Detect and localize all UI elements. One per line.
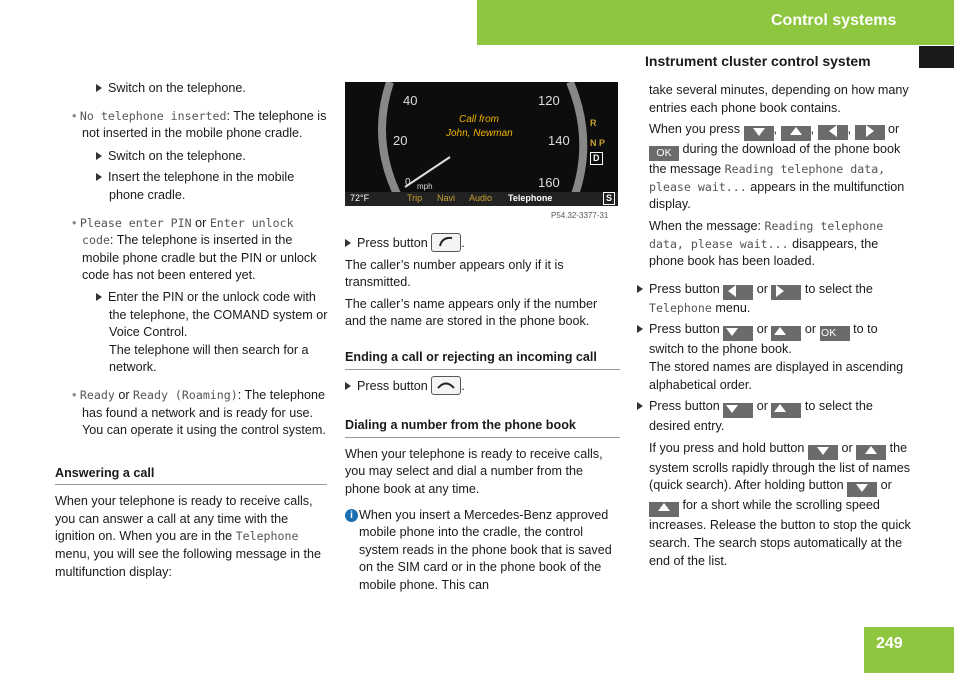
paragraph: When you press , , , or OK during the download of the phone book the message Reading telephone data, please wait... appears in the multifunction display. (649, 122, 905, 212)
paragraph: When your telephone is ready to receive calls, you may select and dial a number from the phone book at any time. (345, 446, 603, 496)
thumb-tab (919, 46, 954, 68)
step: Press button . (345, 233, 620, 253)
column-middle (345, 233, 620, 595)
gear-n: N (590, 138, 597, 148)
heading-ending-call: Ending a call or rejecting an incoming call (345, 349, 620, 370)
status-bullet: • Ready or Ready (Roaming): The telephone has found a network and is ready for use. You can operate it using the control system. (72, 387, 326, 438)
paragraph: If you press and hold button or the system scrolls rapidly through the list of names (quick search). After holding button or for a short while the scrolling speed increases. Release the button to stop the quick search. The search stops automatically at the end of the list. (649, 440, 911, 568)
menu-audio: Audio (469, 193, 493, 203)
info-icon: i (345, 509, 358, 522)
step: Enter the PIN or the unlock code with the telephone, the COMAND system or Voice Control. (96, 289, 330, 342)
gear-d: D (590, 152, 603, 165)
paragraph: take several minutes, depending on how many entries each phone book contains. (649, 83, 909, 115)
up-key-icon (856, 445, 886, 460)
temperature: 72°F (350, 193, 370, 203)
right-key-icon (771, 285, 801, 300)
column-left (55, 80, 330, 581)
menu-navi: Navi (437, 193, 456, 203)
section-header (477, 0, 954, 45)
step: Switch on the telephone. (96, 148, 330, 166)
display-graphic (345, 82, 618, 206)
step-note: The stored names are displayed in ascending alphabetical order. (649, 359, 904, 392)
answer-call-icon (431, 233, 461, 252)
up-key-icon (649, 502, 679, 517)
subsection-title: Instrument cluster control system (645, 53, 871, 69)
status-bullet: • No telephone inserted: The telephone is not inserted in the mobile phone cradle. (72, 108, 327, 141)
speed-unit: mph (417, 182, 433, 191)
instrument-display (345, 82, 618, 206)
speed-0: 0 (405, 177, 411, 188)
page-number-box (864, 627, 954, 673)
info-note: i When you insert a Mercedes-Benz approved mobile phone into the cradle, the control system reads in the phone book that is saved on the SIM card or in the phone book of the mobile phone. This can (345, 507, 620, 595)
left-key-icon (723, 285, 753, 300)
up-key-icon (781, 126, 811, 141)
figure-code: P54.32-3377-31 (551, 211, 609, 220)
down-key-icon (808, 445, 838, 460)
caller-name: John, Newman (446, 128, 513, 139)
down-key-icon (723, 326, 753, 341)
end-call-icon (431, 376, 461, 395)
s-key: S (603, 192, 615, 205)
speed-140: 140 (548, 133, 570, 148)
page-number: 249 (876, 635, 903, 652)
step: Press button . (345, 376, 620, 396)
right-key-icon (855, 125, 885, 140)
heading-dialing: Dialing a number from the phone book (345, 417, 620, 438)
heading-answering: Answering a call (55, 465, 327, 486)
paragraph: When your telephone is ready to receive calls, you can answer a call at any time with the ignition on. When you are in the Telephone menu, you will see the following message in the multifunction display: (55, 494, 322, 579)
step: Insert the telephone in the mobile phone cradle. (96, 169, 330, 204)
up-key-icon (771, 326, 801, 341)
left-key-icon (818, 125, 848, 140)
call-from-text: Call from (459, 114, 500, 125)
column-right (637, 82, 912, 570)
down-key-icon (744, 126, 774, 141)
menu-telephone: Telephone (508, 193, 553, 203)
speed-120: 120 (538, 93, 560, 108)
paragraph: The caller’s name appears only if the number and the name are stored in the phone book. (345, 296, 598, 329)
step: Press button or or OK to to switch to the phone book. (637, 321, 912, 359)
step: Press button or to select the desired entry. (637, 398, 912, 436)
speed-160: 160 (538, 175, 560, 190)
paragraph: The caller’s number appears only if it is transmitted. (345, 257, 564, 290)
up-key-icon (771, 403, 801, 418)
status-bullet: • Please enter PIN or Enter unlock code: The telephone is inserted in the mobile phone cradle but the PIN or unlock code has not been entered yet. (72, 215, 317, 283)
down-key-icon (847, 482, 877, 497)
ok-key-icon: OK (649, 146, 679, 161)
menu-trip: Trip (407, 193, 423, 203)
speed-40: 40 (403, 93, 418, 108)
ok-key-icon: OK (820, 326, 850, 341)
paragraph: When the message: Reading telephone data, please wait... disappears, the phone book has been loaded. (649, 218, 884, 269)
step-note: The telephone will then search for a network. (109, 342, 309, 375)
step: Press button or to select the Telephone menu. (637, 281, 912, 318)
step: Switch on the telephone. (96, 80, 330, 98)
down-key-icon (723, 403, 753, 418)
section-title: Control systems (771, 12, 897, 29)
gear-r: R (590, 118, 597, 128)
speed-20: 20 (393, 133, 408, 148)
gear-p: P (599, 138, 606, 148)
